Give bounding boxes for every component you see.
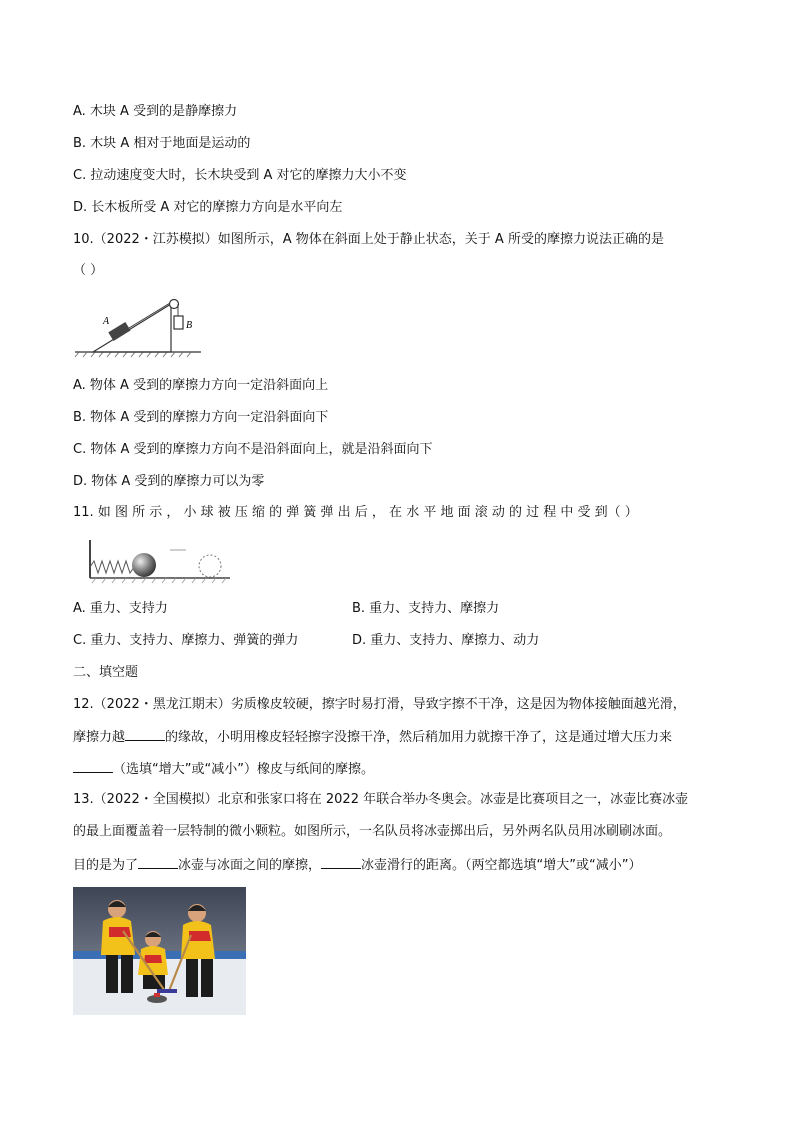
q12-line-3 (73, 758, 374, 780)
curling-photo (73, 887, 246, 1015)
q9-option-b: B. 木块 A 相对于地面是运动的 (73, 136, 251, 151)
q12-text-b: 的缘故，小明用橡皮轻轻擦字没擦干净，然后稍加用力就擦干净了，这是通过增大压力来 (165, 730, 673, 745)
q13-line-3 (73, 854, 641, 876)
q10-option-c: C. 物体 A 受到的摩擦力方向不是沿斜面向上，就是沿斜面向下 (73, 442, 433, 457)
q12-blank-1[interactable] (125, 726, 165, 741)
q13-text-b: 冰壶与冰面之间的摩擦， (178, 858, 322, 873)
q11-option-a: A. 重力、支持力 (73, 601, 168, 616)
q13-line-2: 的最上面覆盖着一层特制的微小颗粒。如图所示，一名队员将冰壶掷出后，另外两名队员用冰刷刷冰面。 (73, 824, 672, 839)
q9-option-d: D. 长木板所受 A 对它的摩擦力方向是水平向左 (73, 200, 343, 215)
q12-blank-2[interactable] (73, 758, 113, 773)
q10-option-d: D. 物体 A 受到的摩擦力可以为零 (73, 474, 265, 489)
q11-option-d: D. 重力、支持力、摩擦力、动力 (352, 633, 540, 648)
q12-line-2 (73, 726, 672, 748)
section-title: 二、填空题 (73, 665, 139, 680)
incline-pulley-figure (73, 290, 203, 360)
label-a: A (103, 316, 110, 327)
q12-text-a: 摩擦力越 (73, 730, 126, 745)
q9-option-a: A. 木块 A 受到的是静摩擦力 (73, 104, 238, 119)
q11-option-c: C. 重力、支持力、摩擦力、弹簧的弹力 (73, 633, 299, 648)
q13-text-c: 冰壶滑行的距离。（两空都选填“增大”或“减小”） (361, 858, 642, 873)
q10-stem: 10.（2022・江苏模拟）如图所示，A 物体在斜面上处于静止状态，关于 A 所受的摩擦力说法正确的是 (73, 232, 664, 247)
q13-text-a: 目的是为了 (73, 858, 139, 873)
q11-stem: 11. 如 图 所 示 ， 小 球 被 压 缩 的 弹 簧 弹 出 后 ， 在 水 平 地 面 滚 动 的 过 程 中 受 到（ ） (73, 505, 638, 520)
q13-blank-2[interactable] (321, 854, 361, 869)
q11-option-b: B. 重力、支持力、摩擦力 (352, 601, 500, 616)
q13-blank-1[interactable] (138, 854, 178, 869)
q10-option-b: B. 物体 A 受到的摩擦力方向一定沿斜面向下 (73, 410, 329, 425)
label-b: B (186, 320, 193, 331)
q12-line-1: 12.（2022・黑龙江期末）劣质橡皮较硬，擦字时易打滑，导致字擦不干净，这是因为物体接触面越光滑， (73, 697, 686, 712)
q9-option-c: C. 拉动速度变大时，长木块受到 A 对它的摩擦力大小不变 (73, 168, 407, 183)
q12-text-c: （选填“增大”或“减小”）橡皮与纸间的摩擦。 (113, 762, 374, 777)
q10-option-a: A. 物体 A 受到的摩擦力方向一定沿斜面向上 (73, 378, 329, 393)
q10-answer-paren: （ ） (73, 263, 104, 278)
q13-line-1: 13.（2022・全国模拟）北京和张家口将在 2022 年联合举办冬奥会。冰壶是比赛项目之一，冰壶比赛冰壶 (73, 792, 689, 807)
spring-ball-figure (86, 538, 232, 586)
